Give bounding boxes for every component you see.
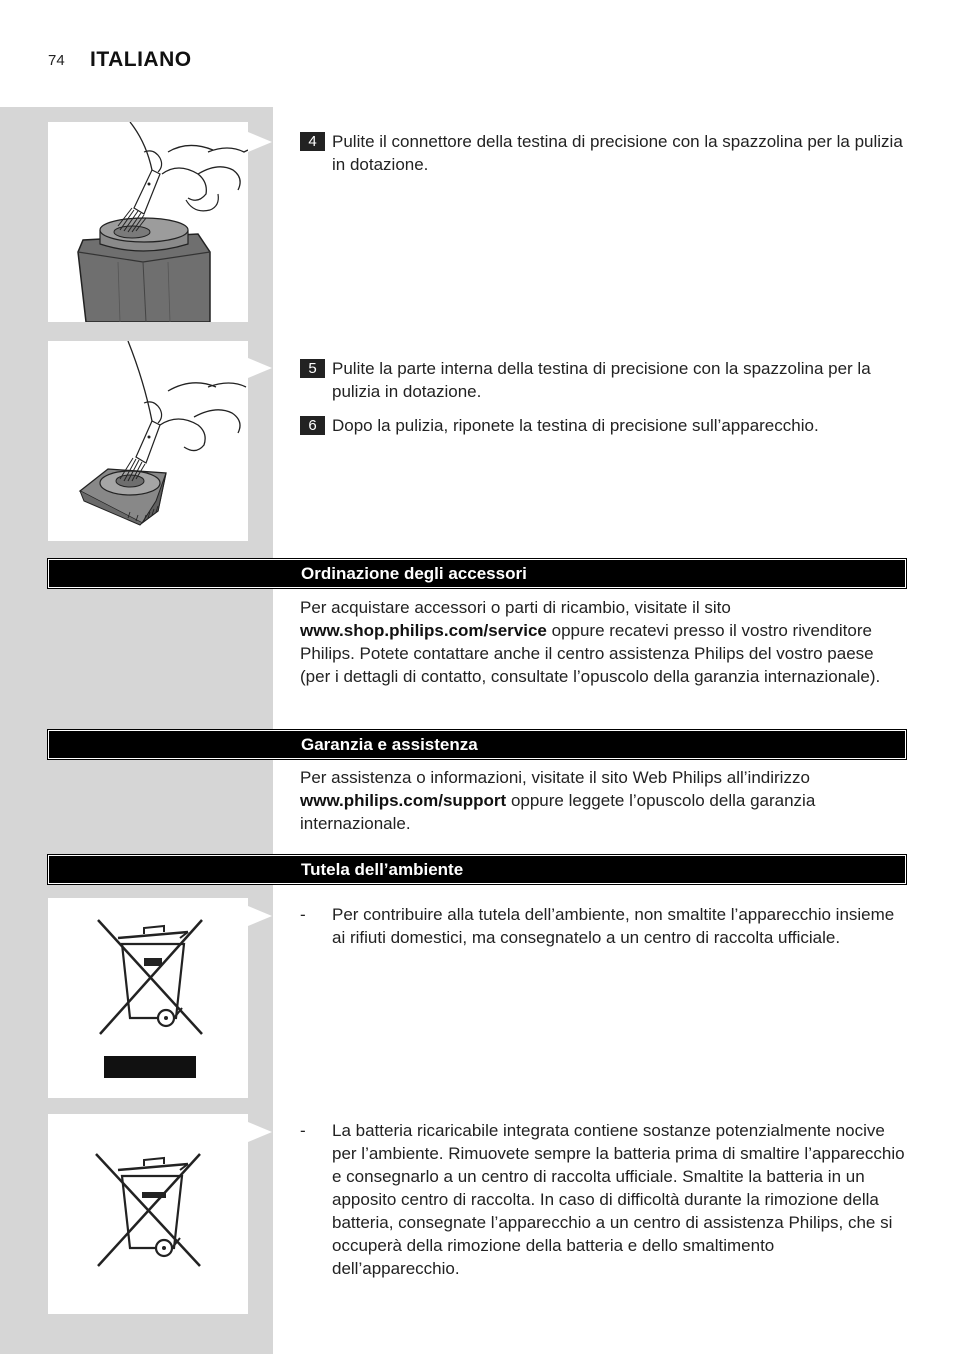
illustration-pointer bbox=[248, 906, 272, 926]
warranty-paragraph bbox=[300, 766, 905, 835]
ordering-text-before: Per acquistare accessori o parti di ricambio, visitate il sito bbox=[300, 598, 731, 617]
step-text: Pulite la parte interna della testina di precisione con la spazzolina per la pulizia in dotazione. bbox=[332, 359, 871, 401]
bullet-text: La batteria ricaricabile integrata contiene sostanze potenzialmente nocive per l’ambiente. Rimuovete sempre la batteria prima di smaltire l’apparecchio e consegnarlo a un centro di raccolta ufficiale. Smaltite la batteria in un apposito centro di raccolta. In caso di difficoltà durante la rimozione della batteria, consegnate l’apparecchio a un centro di assistenza Philips, che si occuperà della rimozione della batteria e dello smaltimento dell’apparecchio. bbox=[332, 1121, 905, 1278]
bullet-dash: - bbox=[300, 1121, 306, 1140]
ordering-text-after: oppure recatevi presso il vostro rivenditore Philips. Potete contattare anche il centro assistenza Philips del vostro paese (per i dettagli di contatto, consultate l’opuscolo della garanzia internazionale). bbox=[300, 621, 881, 686]
step-text: Dopo la pulizia, riponete la testina di precisione sull’apparecchio. bbox=[332, 416, 819, 435]
crossed-out-wheelie-bin-icon bbox=[48, 898, 248, 1098]
crossed-out-wheelie-bin-battery-icon bbox=[48, 1114, 248, 1314]
environment-bullet-2 bbox=[300, 1119, 905, 1280]
section-header-environment bbox=[48, 855, 906, 884]
page-number: 74 bbox=[48, 52, 65, 69]
hand-brush-cleaning-head-icon bbox=[48, 341, 248, 541]
illustration-pointer bbox=[248, 132, 272, 152]
step-text: Pulite il connettore della testina di precisione con la spazzolina per la pulizia in dotazione. bbox=[332, 132, 903, 174]
warranty-text-before: Per assistenza o informazioni, visitate il sito Web Philips all’indirizzo bbox=[300, 768, 810, 787]
environment-bullet-1 bbox=[300, 903, 905, 949]
step-number: 6 bbox=[300, 416, 325, 435]
bullet-dash: - bbox=[300, 905, 306, 924]
step-number: 4 bbox=[300, 132, 325, 151]
illustration-pointer bbox=[248, 358, 272, 378]
section-header-ordering bbox=[48, 559, 906, 588]
step-6 bbox=[300, 414, 905, 437]
ordering-link[interactable]: www.shop.philips.com/service bbox=[300, 621, 547, 640]
hand-brush-cleaning-connector-icon bbox=[48, 122, 248, 322]
section-title: Ordinazione degli accessori bbox=[301, 564, 527, 583]
ordering-paragraph bbox=[300, 596, 905, 688]
language-title: ITALIANO bbox=[90, 48, 192, 71]
bullet-text: Per contribuire alla tutela dell’ambiente, non smaltite l’apparecchio insieme ai rifiuti domestici, ma consegnatelo a un centro di raccolta ufficiale. bbox=[332, 905, 895, 947]
illustration-pointer bbox=[248, 1122, 272, 1142]
step-4 bbox=[300, 130, 905, 176]
section-header-warranty bbox=[48, 730, 906, 759]
step-5 bbox=[300, 357, 905, 403]
warranty-text-after: oppure leggete l’opuscolo della garanzia internazionale. bbox=[300, 791, 816, 833]
step-number: 5 bbox=[300, 359, 325, 378]
warranty-link[interactable]: www.philips.com/support bbox=[300, 791, 507, 810]
section-title: Garanzia e assistenza bbox=[301, 735, 478, 754]
section-title: Tutela dell’ambiente bbox=[301, 860, 464, 879]
